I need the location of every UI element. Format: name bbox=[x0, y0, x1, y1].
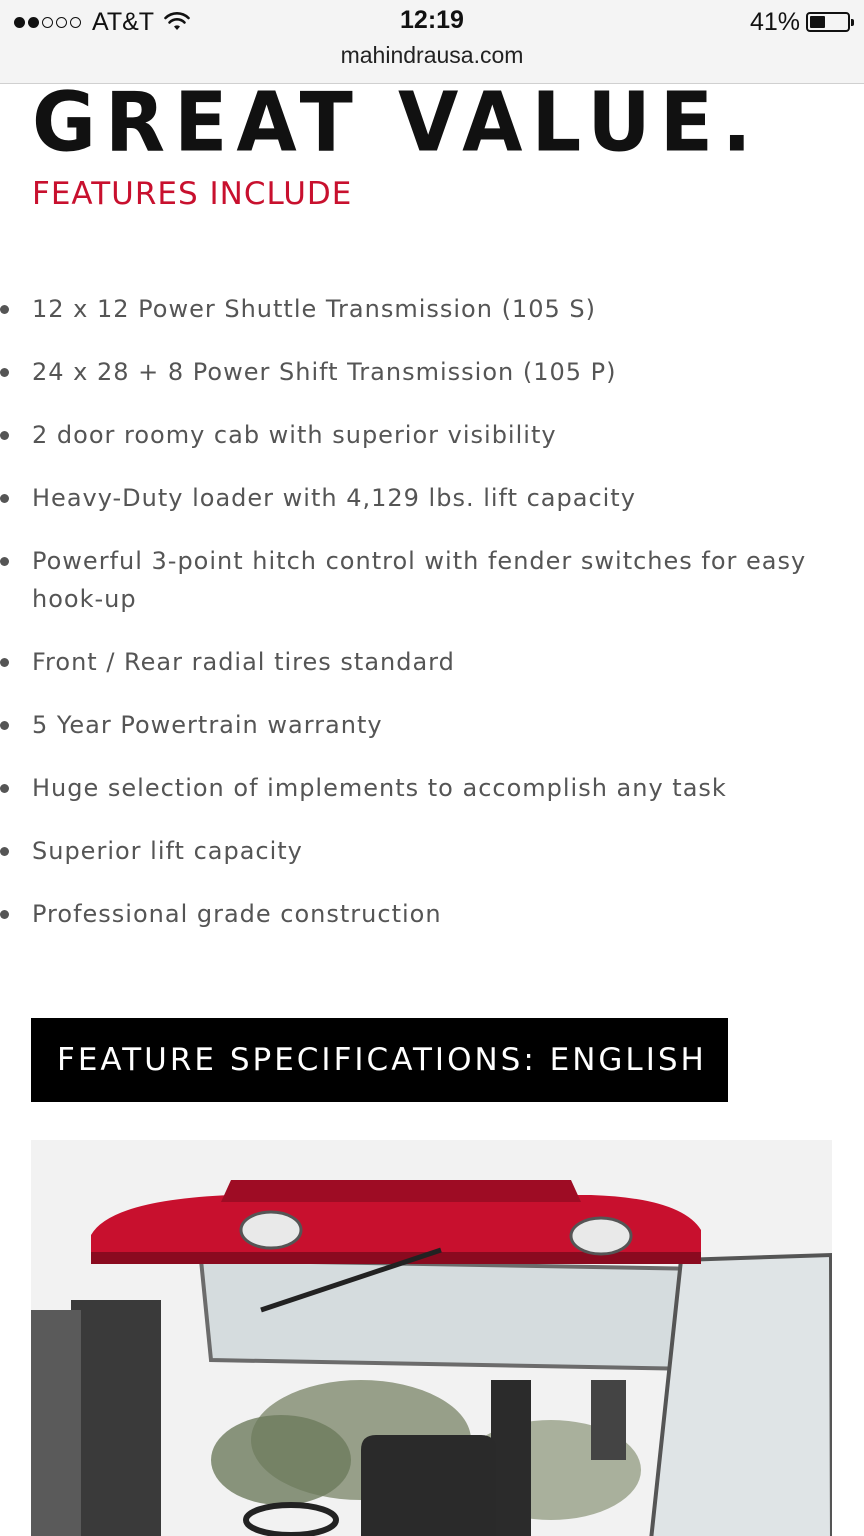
feature-text: Front / Rear radial tires standard bbox=[32, 648, 455, 676]
tractor-cab-image bbox=[31, 1140, 832, 1536]
feature-text: 12 x 12 Power Shuttle Transmission (105 S) bbox=[32, 295, 596, 323]
feature-text: 5 Year Powertrain warranty bbox=[32, 711, 383, 739]
bullet-icon bbox=[0, 721, 9, 730]
feature-text: Superior lift capacity bbox=[32, 837, 303, 865]
feature-list-item bbox=[0, 353, 864, 391]
battery-icon bbox=[806, 12, 850, 32]
bullet-icon bbox=[0, 658, 9, 667]
address-bar-url[interactable]: mahindrausa.com bbox=[340, 42, 524, 68]
bullet-icon bbox=[0, 368, 9, 377]
tractor-cab-illustration bbox=[31, 1140, 832, 1536]
feature-list-item bbox=[0, 416, 864, 454]
bullet-icon bbox=[0, 557, 9, 566]
feature-list-item bbox=[0, 290, 864, 328]
feature-specifications-button[interactable]: FEATURE SPECIFICATIONS: ENGLISH bbox=[31, 1018, 728, 1102]
page-content bbox=[0, 84, 864, 1536]
status-time: 12:19 bbox=[400, 6, 464, 34]
feature-list-item bbox=[0, 769, 864, 807]
feature-list-item bbox=[0, 643, 864, 681]
hero-title: GREAT VALUE. bbox=[32, 84, 761, 171]
feature-text: 24 x 28 + 8 Power Shift Transmission (105 P) bbox=[32, 358, 617, 386]
feature-text: Heavy-Duty loader with 4,129 lbs. lift capacity bbox=[32, 484, 636, 512]
feature-text: Huge selection of implements to accomplish any task bbox=[32, 774, 727, 802]
feature-text: Powerful 3-point hitch control with fender switches for easy hook-up bbox=[32, 547, 807, 613]
bullet-icon bbox=[0, 910, 9, 919]
battery-tip bbox=[851, 19, 854, 26]
battery-level-fill bbox=[810, 16, 825, 28]
features-list bbox=[0, 290, 864, 958]
feature-list-item bbox=[0, 895, 864, 933]
bullet-icon bbox=[0, 847, 9, 856]
feature-list-item bbox=[0, 542, 864, 618]
features-heading: FEATURES INCLUDE bbox=[32, 176, 353, 212]
carrier-name: AT&T bbox=[92, 7, 155, 36]
bullet-icon bbox=[0, 431, 9, 440]
feature-list-item bbox=[0, 706, 864, 744]
feature-text: 2 door roomy cab with superior visibility bbox=[32, 421, 557, 449]
feature-text: Professional grade construction bbox=[32, 900, 442, 928]
status-bar bbox=[0, 0, 864, 84]
bullet-icon bbox=[0, 784, 9, 793]
bullet-icon bbox=[0, 305, 9, 314]
feature-list-item bbox=[0, 479, 864, 517]
feature-list-item bbox=[0, 832, 864, 870]
battery-percent: 41% bbox=[749, 7, 800, 36]
bullet-icon bbox=[0, 494, 9, 503]
battery-status bbox=[750, 8, 850, 36]
